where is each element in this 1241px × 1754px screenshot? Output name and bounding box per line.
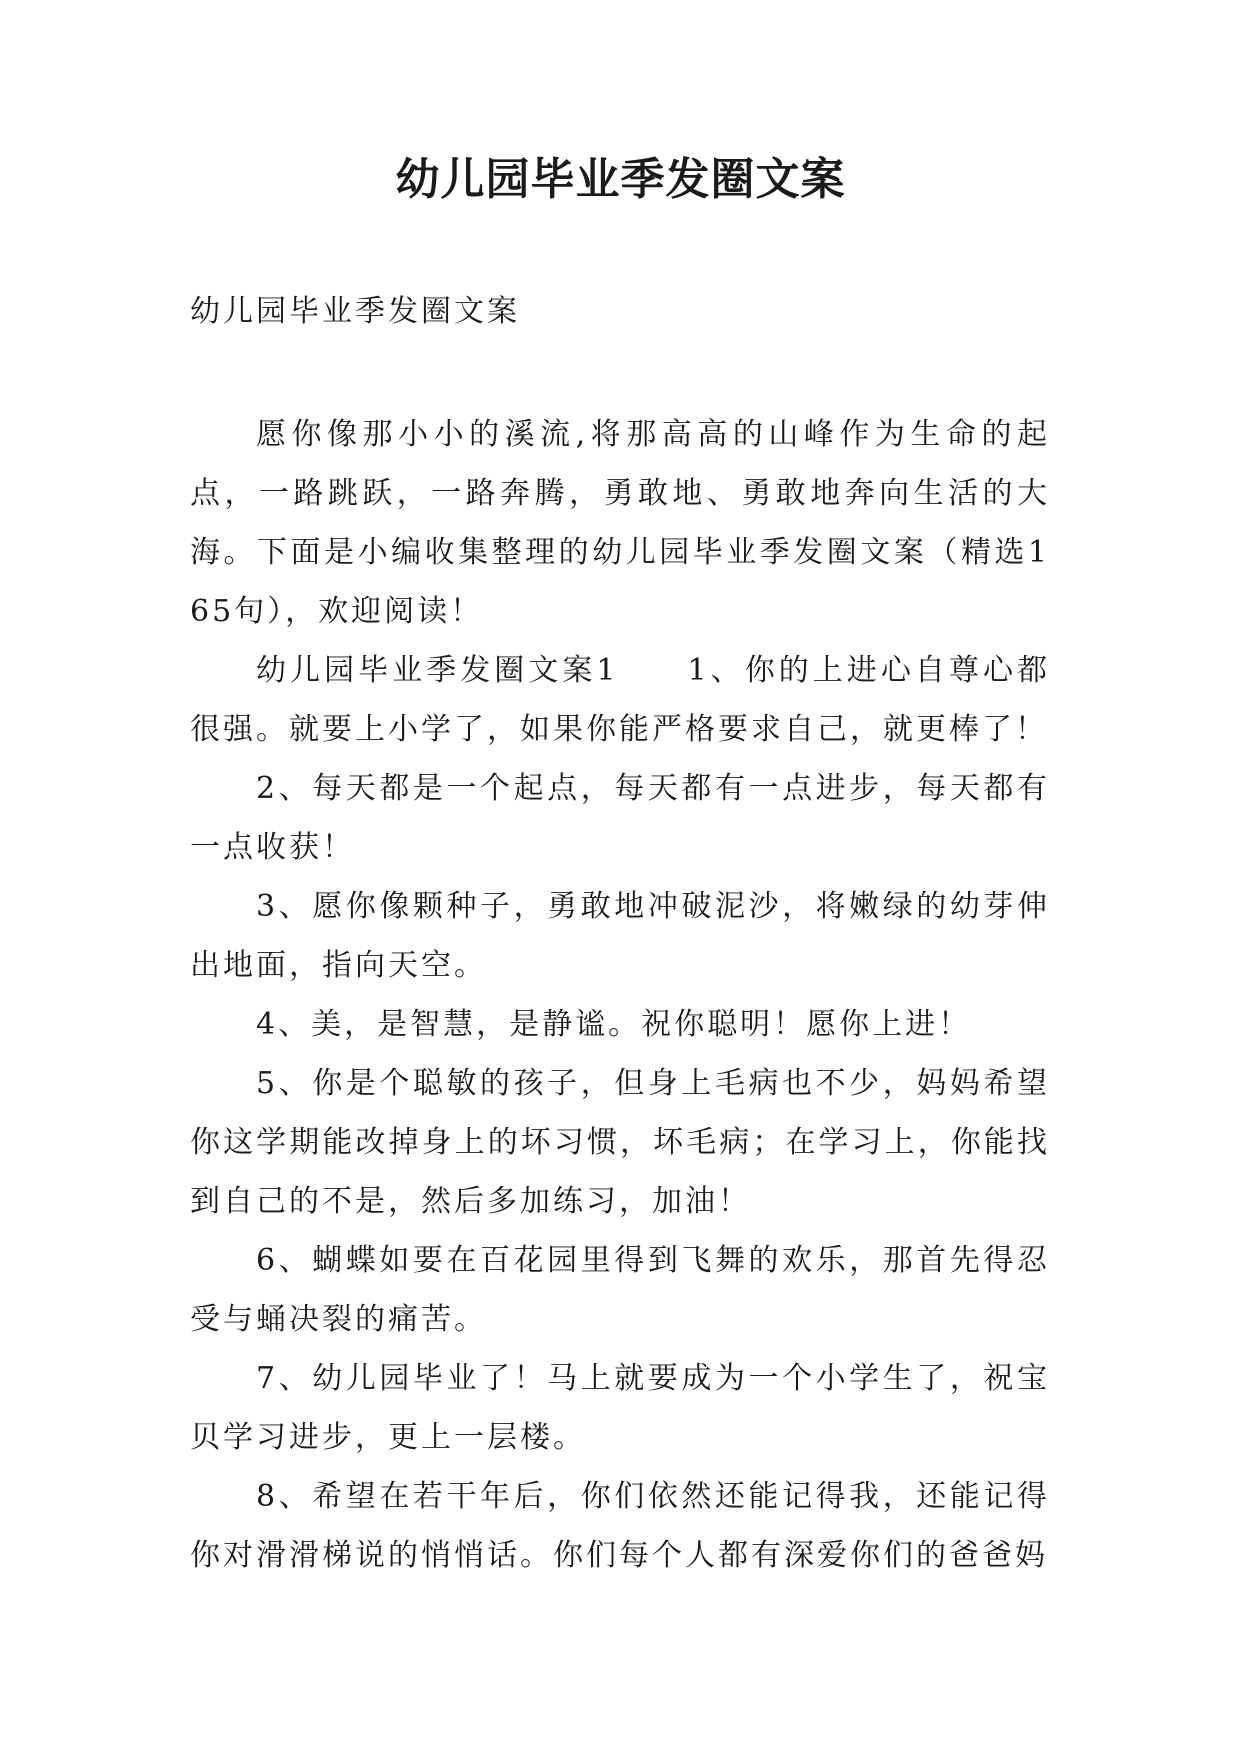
paragraph-item-7: 7、幼儿园毕业了！马上就要成为一个小学生了，祝宝贝学习进步，更上一层楼。 (190, 1361, 1050, 1455)
paragraph-item-1: 幼儿园毕业季发圈文案1 1、你的上进心自尊心都很强。就要上小学了，如果你能严格要求自己，就更棒了！ (190, 653, 1050, 747)
paragraph-item-2: 2、每天都是一个起点，每天都有一点进步，每天都有一点收获！ (190, 771, 1050, 865)
document-body (190, 405, 1050, 1585)
paragraph-item-3: 3、愿你像颗种子，勇敢地冲破泥沙，将嫩绿的幼芽伸出地面，指向天空。 (190, 889, 1050, 983)
paragraph-item-6: 6、蝴蝶如要在百花园里得到飞舞的欢乐，那首先得忍受与蛹决裂的痛苦。 (190, 1243, 1050, 1337)
intro-paragraph: 愿你像那小小的溪流,将那高高的山峰作为生命的起点，一路跳跃，一路奔腾，勇敢地、勇敢地奔向生活的大海。下面是小编收集整理的幼儿园毕业季发圈文案（精选165句），欢迎阅读！ (190, 417, 1050, 629)
document-subtitle: 幼儿园毕业季发圈文案 (190, 294, 520, 329)
document-title: 幼儿园毕业季发圈文案 (395, 154, 846, 205)
paragraph-item-8: 8、希望在若干年后，你们依然还能记得我，还能记得你对滑滑梯说的悄悄话。你们每个人都有深爱你们的爸爸妈 (190, 1479, 1050, 1573)
paragraph-item-5: 5、你是个聪敏的孩子，但身上毛病也不少，妈妈希望你这学期能改掉身上的坏习惯，坏毛病；在学习上，你能找到自己的不是，然后多加练习，加油！ (190, 1066, 1050, 1219)
paragraph-item-4: 4、美，是智慧，是静谧。祝你聪明！愿你上进！ (256, 1007, 972, 1042)
